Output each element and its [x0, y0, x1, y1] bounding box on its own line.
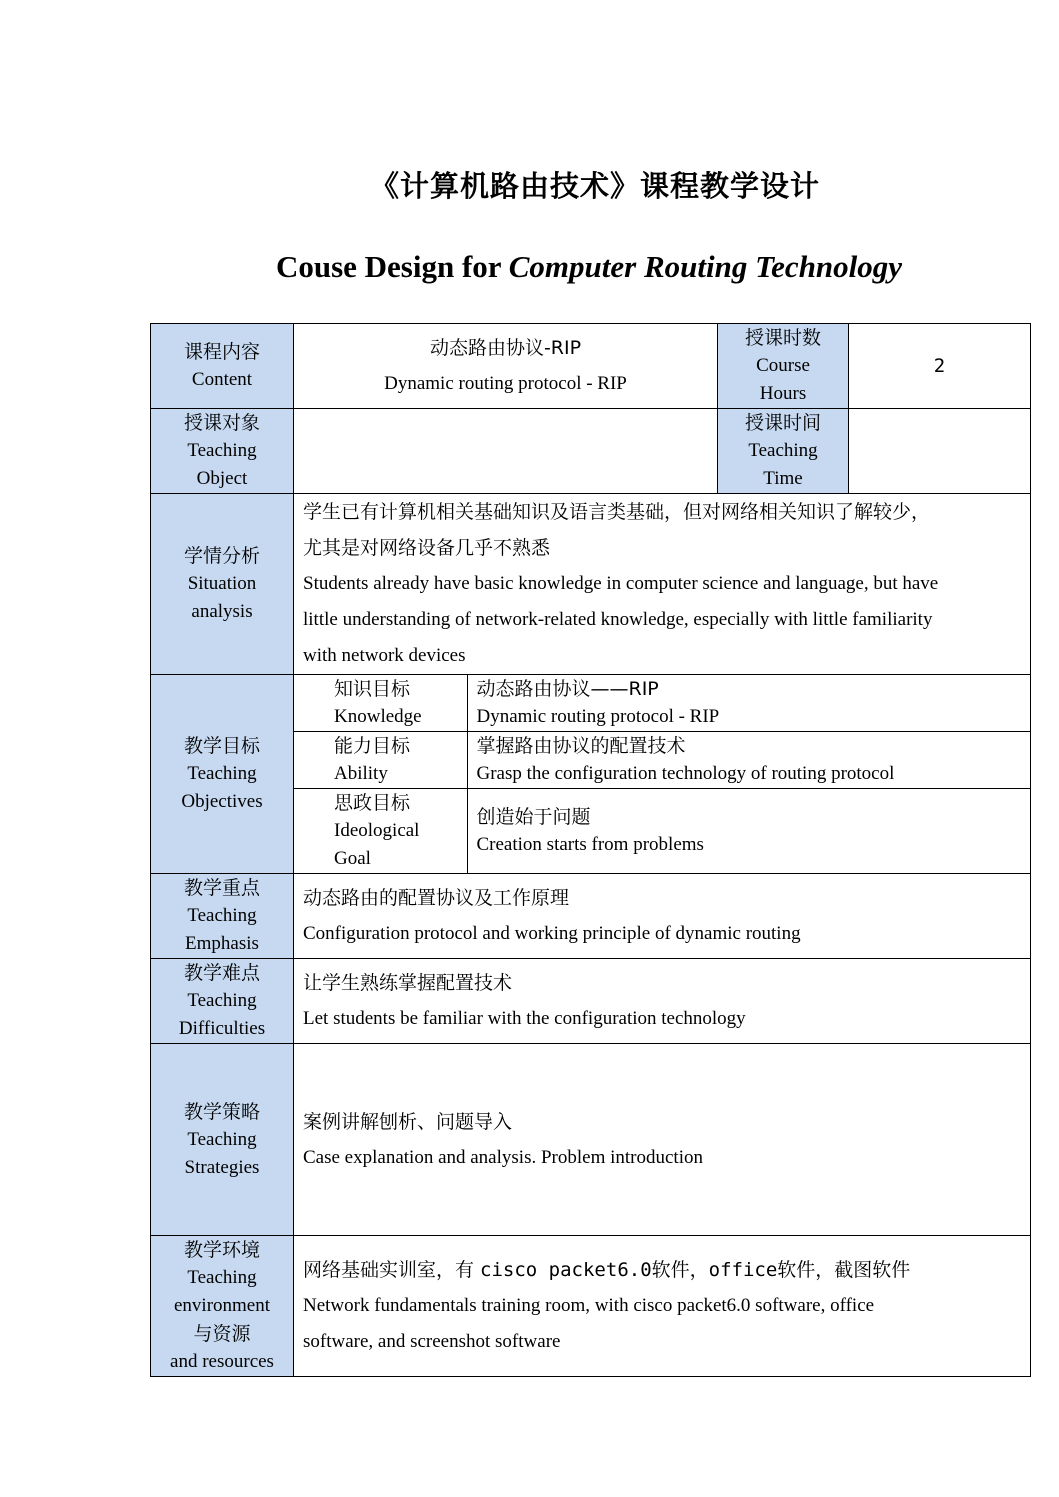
objectives-subtable — [294, 675, 1030, 873]
objective-knowledge — [294, 675, 1030, 732]
value-course-hours: 2 — [849, 324, 1031, 409]
page-title-chinese: 《计算机路由技术》课程教学设计 — [369, 169, 820, 203]
course-design-table — [150, 323, 1031, 1377]
value-teaching-difficulties: 让学生熟练掌握配置技术 Let students be familiar with the configuration technology — [294, 959, 1031, 1044]
value-teaching-emphasis: 动态路由的配置协议及工作原理 Configuration protocol and working principle of dynamic routing — [294, 874, 1031, 959]
label-situation-analysis: 学情分析 Situation analysis — [151, 494, 294, 675]
value-ability: 掌握路由协议的配置技术 Grasp the configuration technology of routing protocol — [467, 732, 1030, 789]
row-objectives — [151, 675, 1031, 874]
row-environment — [151, 1236, 1031, 1377]
title-en-italic: Computer Routing Technology — [508, 249, 903, 284]
value-knowledge: 动态路由协议——RIP Dynamic routing protocol - RIP — [476, 678, 720, 727]
label-teaching-objectives: 教学目标 Teaching Objectives — [151, 675, 294, 874]
value-teaching-strategies: 案例讲解刨析、问题导入 Case explanation and analysis. Problem introduction — [294, 1044, 1031, 1236]
label-teaching-object: 授课对象 Teaching Object — [151, 409, 294, 494]
value-teaching-object — [294, 409, 718, 494]
value-ideological-goal: 创造始于问题 Creation starts from problems — [467, 789, 1030, 874]
label-teaching-emphasis: 教学重点 Teaching Emphasis — [151, 874, 294, 959]
page-title-english — [0, 249, 1059, 285]
objectives-container — [294, 675, 1031, 874]
value-content: 动态路由协议-RIP Dynamic routing protocol - RIP — [294, 324, 718, 409]
row-content — [151, 324, 1031, 409]
row-situation — [151, 494, 1031, 675]
objective-ideological — [294, 789, 1030, 874]
label-knowledge: 知识目标 Knowledge — [294, 675, 467, 732]
label-teaching-difficulties: 教学难点 Teaching Difficulties — [151, 959, 294, 1044]
value-teaching-time — [849, 409, 1031, 494]
row-strategies — [151, 1044, 1031, 1236]
row-object — [151, 409, 1031, 494]
label-content: 课程内容 Content — [151, 324, 294, 409]
label-teaching-time: 授课时间 Teaching Time — [718, 409, 849, 494]
label-course-hours: 授课时数 Course Hours — [718, 324, 849, 409]
value-situation-analysis: 学生已有计算机相关基础知识及语言类基础，但对网络相关知识了解较少， 尤其是对网络设备几乎不熟悉 Students already have basic knowledge in computer science and language, but have little understanding of network-related knowledge, especially with little familiarity with network devices — [294, 494, 1031, 675]
row-difficulties — [151, 959, 1031, 1044]
objective-ability — [294, 732, 1030, 789]
label-ideological-goal: 思政目标 Ideological Goal — [294, 789, 467, 874]
row-emphasis — [151, 874, 1031, 959]
title-en-regular: Couse Design for — [275, 249, 509, 284]
label-teaching-strategies: 教学策略 Teaching Strategies — [151, 1044, 294, 1236]
value-teaching-environment: 网络基础实训室，有 cisco packet6.0软件，office软件，截图软件 Network fundamentals training room, with cisco packet6.0 software, office software, and screenshot software — [294, 1236, 1031, 1377]
label-ability: 能力目标 Ability — [294, 732, 467, 789]
label-teaching-environment: 教学环境 Teaching environment 与资源 and resources — [151, 1236, 294, 1377]
